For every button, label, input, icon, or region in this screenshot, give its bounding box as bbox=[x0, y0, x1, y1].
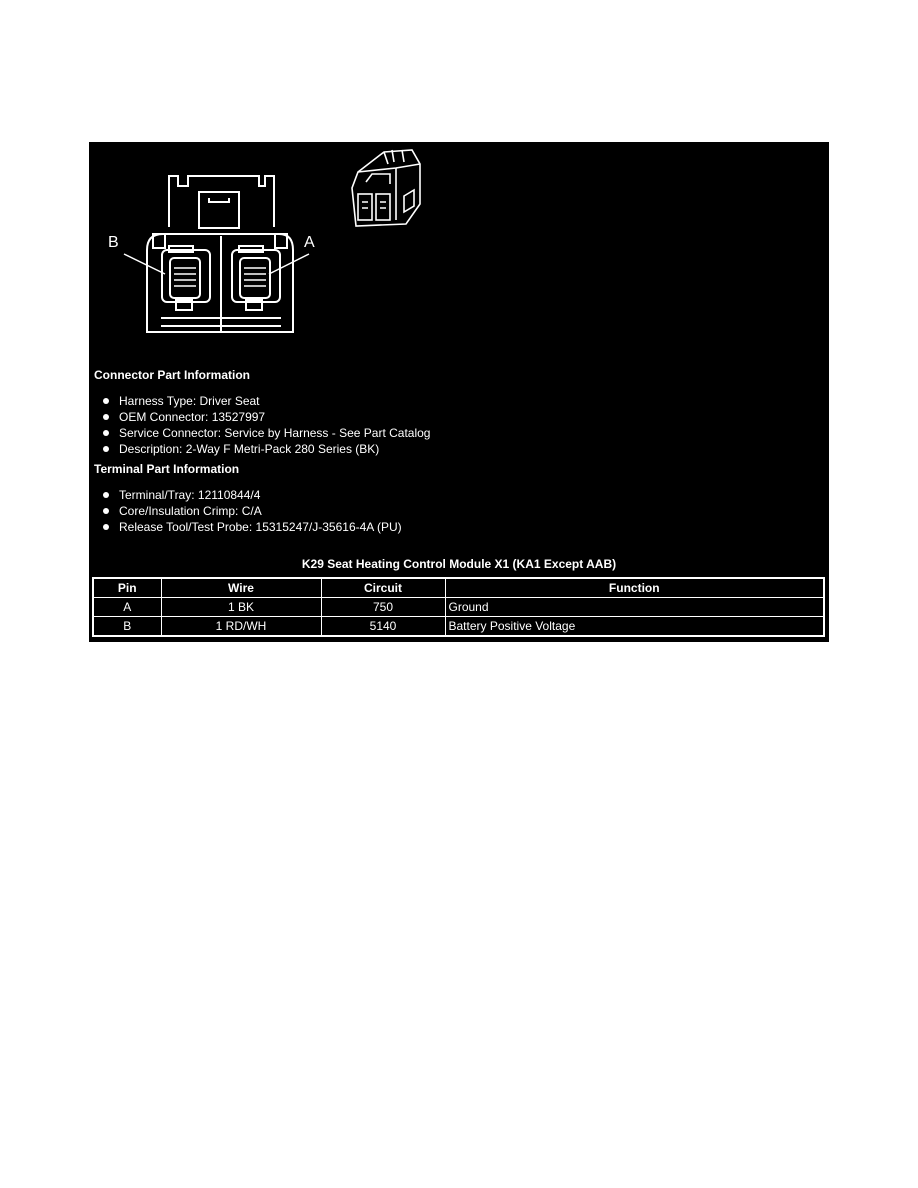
cell-circuit: 750 bbox=[321, 598, 445, 617]
terminal-info-item: Release Tool/Test Probe: 15315247/J-35616-4A (PU) bbox=[101, 519, 402, 535]
header-circuit: Circuit bbox=[321, 578, 445, 598]
connector-info-item: Description: 2-Way F Metri-Pack 280 Series (BK) bbox=[101, 441, 430, 457]
terminal-info-item: Core/Insulation Crimp: C/A bbox=[101, 503, 402, 519]
table-row bbox=[93, 598, 824, 617]
header-function: Function bbox=[445, 578, 824, 598]
terminal-info-title: Terminal Part Information bbox=[94, 462, 240, 476]
connector-face-diagram bbox=[99, 150, 339, 345]
pin-label-b: B bbox=[108, 234, 119, 251]
connector-info-item: OEM Connector: 13527997 bbox=[101, 409, 430, 425]
header-wire: Wire bbox=[161, 578, 321, 598]
pin-table bbox=[92, 577, 825, 637]
cell-wire: 1 BK bbox=[161, 598, 321, 617]
cell-function: Ground bbox=[445, 598, 824, 617]
header-pin: Pin bbox=[93, 578, 161, 598]
cell-function: Battery Positive Voltage bbox=[445, 617, 824, 637]
connector-info-item: Harness Type: Driver Seat bbox=[101, 393, 430, 409]
pin-label-a: A bbox=[304, 234, 315, 251]
cell-wire: 1 RD/WH bbox=[161, 617, 321, 637]
table-caption: K29 Seat Heating Control Module X1 (KA1 Except AAB) bbox=[301, 557, 617, 571]
table-row bbox=[93, 617, 824, 637]
connector-info-item: Service Connector: Service by Harness - See Part Catalog bbox=[101, 425, 430, 441]
connector-info-title: Connector Part Information bbox=[94, 368, 251, 382]
cell-circuit: 5140 bbox=[321, 617, 445, 637]
cell-pin: A bbox=[93, 598, 161, 617]
terminal-info-item: Terminal/Tray: 12110844/4 bbox=[101, 487, 402, 503]
terminal-info-list bbox=[101, 487, 402, 535]
connector-isometric-view bbox=[344, 144, 426, 236]
connector-panel bbox=[89, 142, 829, 642]
cell-pin: B bbox=[93, 617, 161, 637]
connector-info-list bbox=[101, 393, 430, 457]
table-header-row bbox=[93, 578, 824, 598]
